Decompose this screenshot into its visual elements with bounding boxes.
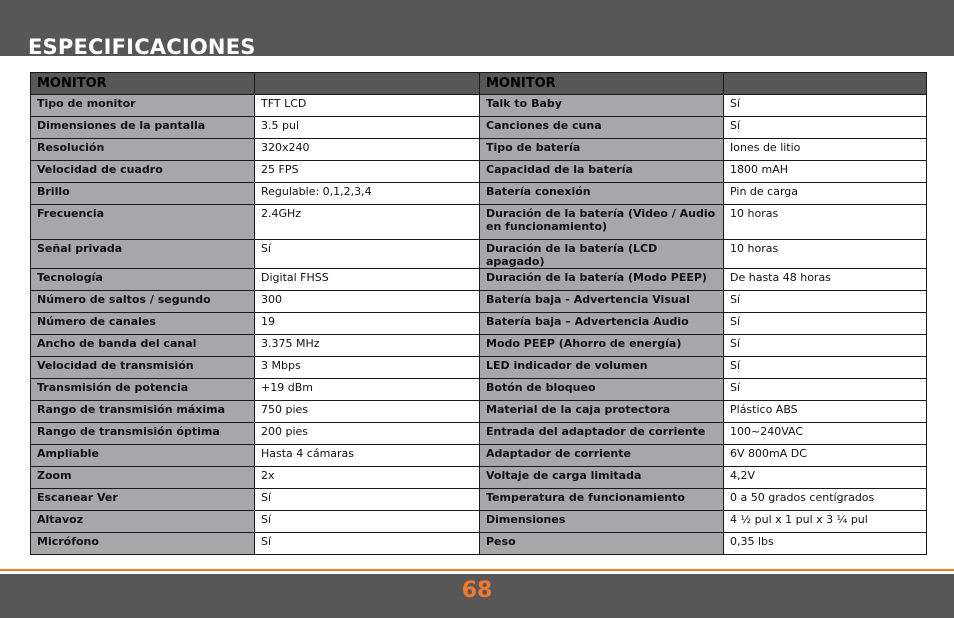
spec-label-left: Rango de transmisión máxima xyxy=(31,401,255,423)
table-row xyxy=(31,205,927,240)
spec-label-right: Duración de la batería (Modo PEEP) xyxy=(480,269,724,291)
spec-label-right: Duración de la batería (LCD apagado) xyxy=(480,240,724,269)
footer-divider xyxy=(0,569,954,571)
spec-label-right: Duración de la batería (Video / Audio en funcionamiento) xyxy=(480,205,724,240)
spec-value-left: 25 FPS xyxy=(255,161,480,183)
table-row xyxy=(31,183,927,205)
spec-label-left: Micrófono xyxy=(31,533,255,555)
spec-label-left: Tecnología xyxy=(31,269,255,291)
spec-label-left: Velocidad de transmisión xyxy=(31,357,255,379)
table-row xyxy=(31,379,927,401)
spec-label-left: Brillo xyxy=(31,183,255,205)
spec-table xyxy=(30,72,927,555)
spec-value-right: 100~240VAC xyxy=(724,423,927,445)
table-row xyxy=(31,401,927,423)
spec-label-left: Dimensiones de la pantalla xyxy=(31,117,255,139)
table-row xyxy=(31,161,927,183)
spec-value-left: TFT LCD xyxy=(255,95,480,117)
header-cell-empty-right xyxy=(724,73,927,95)
table-row xyxy=(31,533,927,555)
table-row xyxy=(31,489,927,511)
spec-value-right: 4 ½ pul x 1 pul x 3 ¼ pul xyxy=(724,511,927,533)
spec-label-right: Adaptador de corriente xyxy=(480,445,724,467)
spec-value-right: 10 horas xyxy=(724,205,927,240)
spec-value-left: 300 xyxy=(255,291,480,313)
spec-value-right: 4,2V xyxy=(724,467,927,489)
spec-label-left: Número de saltos / segundo xyxy=(31,291,255,313)
table-row xyxy=(31,313,927,335)
spec-label-right: Batería baja - Advertencia Visual xyxy=(480,291,724,313)
table-row xyxy=(31,335,927,357)
spec-label-left: Tipo de monitor xyxy=(31,95,255,117)
table-header-row xyxy=(31,73,927,95)
spec-value-left: 3.5 pul xyxy=(255,117,480,139)
page-header xyxy=(0,0,954,59)
spec-value-right: Pin de carga xyxy=(724,183,927,205)
spec-label-left: Señal privada xyxy=(31,240,255,269)
spec-value-left: 3 Mbps xyxy=(255,357,480,379)
spec-label-right: Peso xyxy=(480,533,724,555)
header-cell-empty-left xyxy=(255,73,480,95)
table-row xyxy=(31,357,927,379)
spec-label-right: Batería baja – Advertencia Audio xyxy=(480,313,724,335)
spec-value-right: Sí xyxy=(724,379,927,401)
spec-value-left: 200 pies xyxy=(255,423,480,445)
spec-label-left: Velocidad de cuadro xyxy=(31,161,255,183)
spec-value-right: Sí xyxy=(724,291,927,313)
spec-value-right: Sí xyxy=(724,313,927,335)
spec-label-left: Rango de transmisión óptima xyxy=(31,423,255,445)
spec-value-left: 2.4GHz xyxy=(255,205,480,240)
spec-value-right: 1800 mAH xyxy=(724,161,927,183)
spec-value-right: Sí xyxy=(724,357,927,379)
spec-value-left: 320x240 xyxy=(255,139,480,161)
spec-label-right: LED indicador de volumen xyxy=(480,357,724,379)
spec-value-left: Sí xyxy=(255,240,480,269)
table-row xyxy=(31,511,927,533)
header-cell-monitor-left: MONITOR xyxy=(31,73,255,95)
spec-label-right: Voltaje de carga limitada xyxy=(480,467,724,489)
spec-value-left: 3.375 MHz xyxy=(255,335,480,357)
spec-label-right: Entrada del adaptador de corriente xyxy=(480,423,724,445)
spec-label-right: Material de la caja protectora xyxy=(480,401,724,423)
spec-label-right: Dimensiones xyxy=(480,511,724,533)
page-title: ESPECIFICACIONES xyxy=(28,35,256,59)
spec-value-left: Sí xyxy=(255,533,480,555)
spec-value-right: Sí xyxy=(724,117,927,139)
spec-value-left: Sí xyxy=(255,489,480,511)
spec-label-left: Número de canales xyxy=(31,313,255,335)
spec-label-right: Canciones de cuna xyxy=(480,117,724,139)
spec-value-right: 0,35 lbs xyxy=(724,533,927,555)
spec-table-body xyxy=(31,95,927,555)
spec-label-left: Altavoz xyxy=(31,511,255,533)
table-row xyxy=(31,117,927,139)
table-row xyxy=(31,95,927,117)
table-row xyxy=(31,423,927,445)
spec-label-right: Capacidad de la batería xyxy=(480,161,724,183)
spec-label-right: Botón de bloqueo xyxy=(480,379,724,401)
table-row xyxy=(31,269,927,291)
spec-value-left: Regulable: 0,1,2,3,4 xyxy=(255,183,480,205)
spec-value-right: 0 a 50 grados centígrados xyxy=(724,489,927,511)
spec-value-right: De hasta 48 horas xyxy=(724,269,927,291)
spec-value-left: 19 xyxy=(255,313,480,335)
header-cell-monitor-right: MONITOR xyxy=(480,73,724,95)
spec-value-right: 10 horas xyxy=(724,240,927,269)
table-row xyxy=(31,291,927,313)
spec-label-right: Temperatura de funcionamiento xyxy=(480,489,724,511)
spec-value-right: Sí xyxy=(724,95,927,117)
spec-value-left: +19 dBm xyxy=(255,379,480,401)
spec-label-left: Resolución xyxy=(31,139,255,161)
spec-label-left: Escanear Ver xyxy=(31,489,255,511)
spec-value-left: Sí xyxy=(255,511,480,533)
table-row xyxy=(31,240,927,269)
page-number: 68 xyxy=(461,578,493,603)
table-row xyxy=(31,467,927,489)
spec-value-left: 2x xyxy=(255,467,480,489)
spec-label-left: Frecuencia xyxy=(31,205,255,240)
spec-value-left: 750 pies xyxy=(255,401,480,423)
spec-label-left: Ampliable xyxy=(31,445,255,467)
spec-value-left: Hasta 4 cámaras xyxy=(255,445,480,467)
spec-value-right: Iones de litio xyxy=(724,139,927,161)
spec-label-right: Tipo de batería xyxy=(480,139,724,161)
spec-label-right: Batería conexión xyxy=(480,183,724,205)
spec-value-right: 6V 800mA DC xyxy=(724,445,927,467)
spec-value-right: Plástico ABS xyxy=(724,401,927,423)
spec-label-left: Transmisión de potencia xyxy=(31,379,255,401)
spec-label-left: Zoom xyxy=(31,467,255,489)
spec-value-left: Digital FHSS xyxy=(255,269,480,291)
spec-label-right: Talk to Baby xyxy=(480,95,724,117)
spec-label-left: Ancho de banda del canal xyxy=(31,335,255,357)
table-row xyxy=(31,445,927,467)
table-row xyxy=(31,139,927,161)
page-footer xyxy=(0,574,954,618)
spec-label-right: Modo PEEP (Ahorro de energía) xyxy=(480,335,724,357)
spec-value-right: Sí xyxy=(724,335,927,357)
